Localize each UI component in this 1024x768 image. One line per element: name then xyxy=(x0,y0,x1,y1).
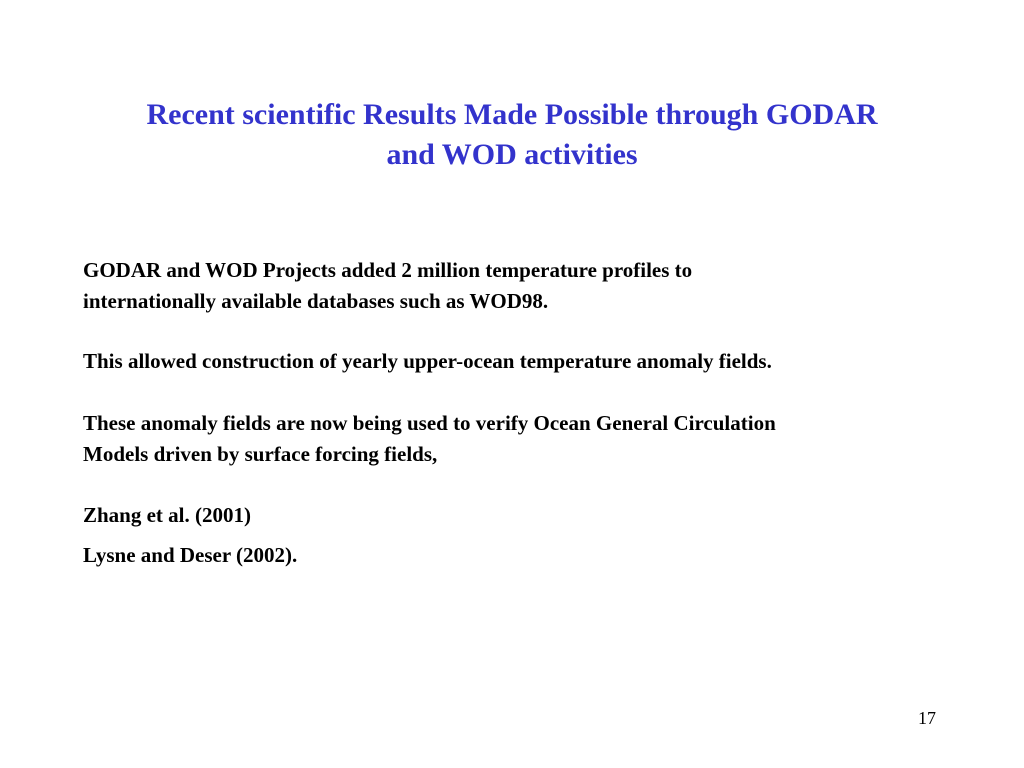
paragraph-line: Models driven by surface forcing fields, xyxy=(83,442,438,466)
paragraph-line: This allowed construction of yearly upper-ocean temperature anomaly fields. xyxy=(83,349,772,373)
reference-lysne-deser xyxy=(83,540,297,571)
paragraph-line: GODAR and WOD Projects added 2 million temperature profiles to xyxy=(83,258,693,282)
paragraph-model-verification xyxy=(83,408,776,470)
reference-text: Lysne and Deser (2002). xyxy=(83,543,298,567)
slide-title-line: Recent scientific Results Made Possible through GODAR xyxy=(146,98,878,131)
slide-title xyxy=(60,95,964,175)
paragraph-anomaly-fields xyxy=(83,346,772,377)
reference-text: Zhang et al. (2001) xyxy=(83,503,251,527)
reference-zhang xyxy=(83,500,251,531)
paragraph-profiles-added xyxy=(83,255,692,317)
paragraph-line: internationally available databases such as WOD98. xyxy=(83,289,549,313)
slide-title-line: and WOD activities xyxy=(386,138,638,171)
page-number: 17 xyxy=(918,708,936,728)
paragraph-line: These anomaly fields are now being used to verify Ocean General Circulation xyxy=(83,411,776,435)
